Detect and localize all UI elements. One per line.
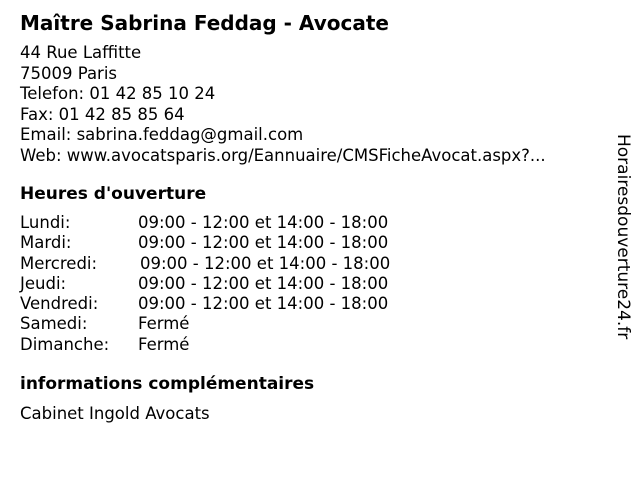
day-label: Dimanche: [20,334,110,354]
phone-number: Telefon: 01 42 85 10 24 [20,84,216,103]
info-text: Cabinet Ingold Avocats [20,404,210,423]
email-address: Email: sabrina.feddag@gmail.com [20,125,304,144]
day-hours: 09:00 - 12:00 et 14:00 - 18:00 [140,253,391,273]
website-url: Web: www.avocatsparis.org/Eannuaire/CMSFicheAvocat.aspx?... [20,145,546,165]
day-hours: 09:00 - 12:00 et 14:00 - 18:00 [138,294,389,314]
contact-block [20,43,546,166]
day-label: Vendredi: [20,294,99,314]
day-label: Lundi: [20,213,71,232]
day-label: Samedi: [20,314,88,334]
day-label: Mardi: [20,233,72,253]
day-hours: Fermé [138,314,190,334]
site-watermark: Horairesdouverture24.fr [613,134,633,340]
day-hours: 09:00 - 12:00 et 14:00 - 18:00 [138,213,389,232]
info-heading: informations complémentaires [20,374,315,394]
hours-heading: Heures d'ouverture [20,184,207,204]
day-hours: 09:00 - 12:00 et 14:00 - 18:00 [138,273,389,293]
city-postcode: 75009 Paris [20,63,118,83]
page-title: Maître Sabrina Feddag - Avocate [20,11,389,35]
day-label: Jeudi: [20,273,67,293]
fax-number: Fax: 01 42 85 85 64 [20,104,185,124]
day-hours: Fermé [138,334,190,354]
day-hours: 09:00 - 12:00 et 14:00 - 18:00 [138,233,389,253]
day-label: Mercredi: [20,253,98,273]
street-address: 44 Rue Laffitte [20,43,142,62]
